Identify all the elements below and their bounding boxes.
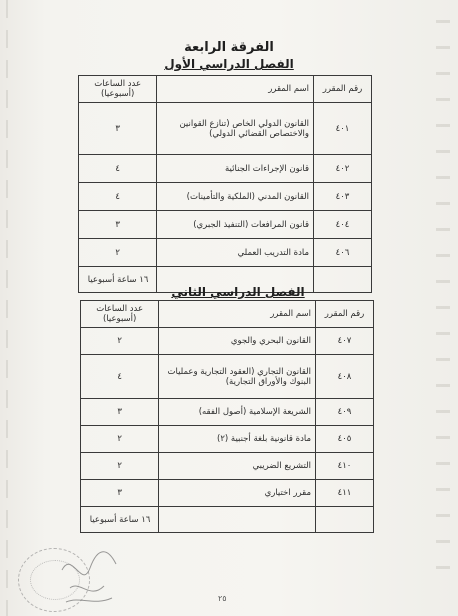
total-hours: ١٦ ساعة أسبوعيا (79, 267, 157, 293)
table-row (81, 453, 374, 480)
course-hours: ٤ (79, 155, 157, 183)
course-code: ٤٠٩ (316, 399, 374, 426)
course-name: مقرر اختياري (159, 480, 316, 507)
table-row (79, 239, 372, 267)
course-code: ٤١١ (316, 480, 374, 507)
course-hours: ٣ (81, 399, 159, 426)
semester2-heading: الفصل الدراسي الثاني (171, 285, 305, 299)
course-name: مادة قانونية بلغة أجنبية (٢) (159, 426, 316, 453)
course-code: ٤٠٤ (314, 211, 372, 239)
table-row (79, 103, 372, 155)
table-row (81, 480, 374, 507)
course-hours: ٢ (79, 239, 157, 267)
table-header-row (81, 301, 374, 328)
course-code: ٤٠٦ (314, 239, 372, 267)
column-header-name: اسم المقرر (157, 76, 314, 103)
column-header-code: رقم المقرر (316, 301, 374, 328)
course-hours: ٣ (81, 480, 159, 507)
page-edge-shadow (6, 0, 8, 616)
table-row (79, 155, 372, 183)
empty-cell (159, 507, 316, 533)
signature-scribble (60, 540, 120, 610)
empty-cell (316, 507, 374, 533)
course-code: ٤٠٢ (314, 155, 372, 183)
total-hours: ١٦ ساعة أسبوعيا (81, 507, 159, 533)
course-name: قانون المرافعات (التنفيذ الجبري) (157, 211, 314, 239)
column-header-name: اسم المقرر (159, 301, 316, 328)
table-row (81, 426, 374, 453)
course-name: القانون التجاري (العقود التجارية وعمليات البنوك والأوراق التجارية) (159, 355, 316, 399)
empty-cell (314, 267, 372, 293)
course-hours: ٢ (81, 328, 159, 355)
table-row (79, 211, 372, 239)
course-code: ٤٠٨ (316, 355, 374, 399)
course-hours: ٣ (79, 211, 157, 239)
course-name: القانون البحري والجوي (159, 328, 316, 355)
course-code: ٤٠١ (314, 103, 372, 155)
course-hours: ٤ (81, 355, 159, 399)
course-name: التشريع الضريبي (159, 453, 316, 480)
course-code: ٤١٠ (316, 453, 374, 480)
course-code: ٤٠٣ (314, 183, 372, 211)
binding-marks (436, 20, 450, 580)
course-hours: ٤ (79, 183, 157, 211)
semester1-heading: الفصل الدراسي الأول (164, 57, 294, 71)
column-header-hours: عدد الساعات (أسبوعيا) (79, 76, 157, 103)
column-header-code: رقم المقرر (314, 76, 372, 103)
table-row (79, 183, 372, 211)
course-name: مادة التدريب العملي (157, 239, 314, 267)
course-code: ٤٠٥ (316, 426, 374, 453)
semester1-table (78, 75, 372, 293)
course-name: قانون الإجراءات الجنائية (157, 155, 314, 183)
semester2-table (80, 300, 374, 533)
table-row (81, 355, 374, 399)
column-header-hours: عدد الساعات (أسبوعيا) (81, 301, 159, 328)
table-row (81, 399, 374, 426)
course-hours: ٢ (81, 453, 159, 480)
course-code: ٤٠٧ (316, 328, 374, 355)
year-heading: الفرقة الرابعة (184, 40, 274, 55)
table-row (81, 328, 374, 355)
page-number: ٢٥ (218, 594, 227, 603)
course-name: القانون المدني (الملكية والتأمينات) (157, 183, 314, 211)
course-hours: ٣ (79, 103, 157, 155)
course-hours: ٢ (81, 426, 159, 453)
course-name: الشريعة الإسلامية (أصول الفقه) (159, 399, 316, 426)
table-header-row (79, 76, 372, 103)
course-name: القانون الدولي الخاص (تنازع القوانين والاختصاص القضائي الدولي) (157, 103, 314, 155)
table-total-row (81, 507, 374, 533)
